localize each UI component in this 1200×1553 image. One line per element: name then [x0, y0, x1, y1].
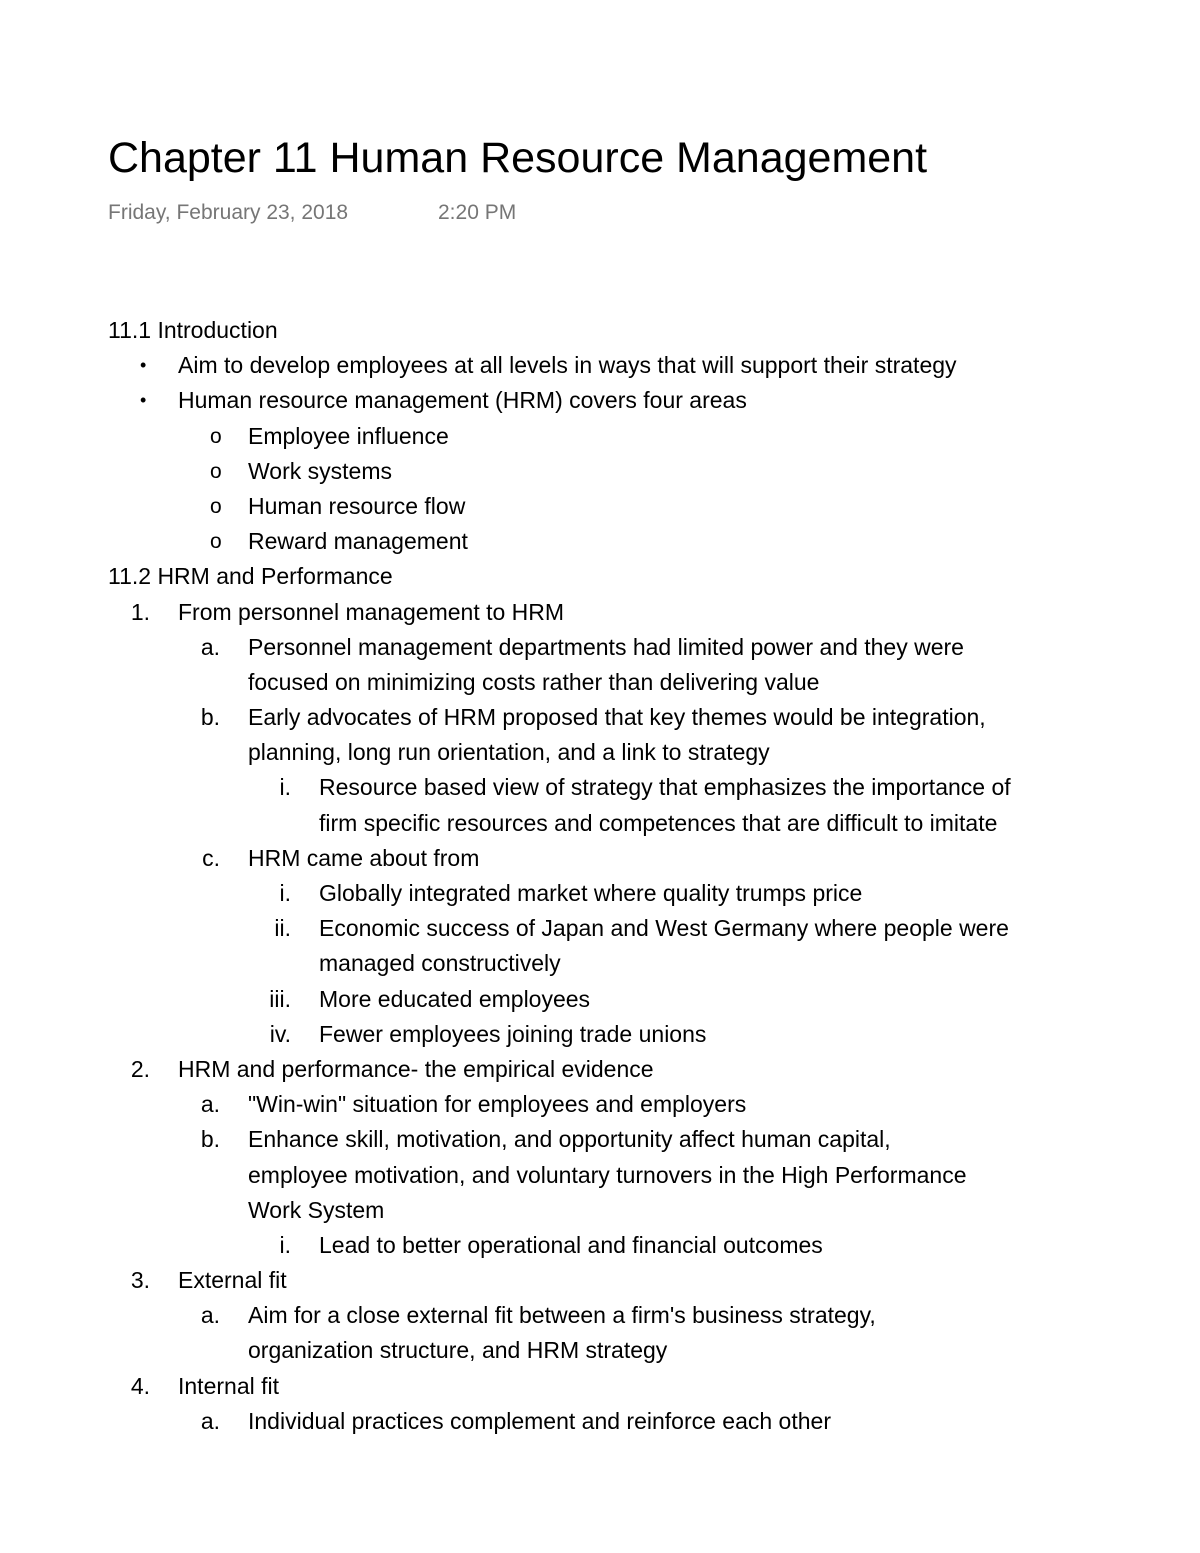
list-item-text: employee motivation, and voluntary turnovers in the High Performance — [248, 1161, 967, 1188]
list-item — [0, 419, 1200, 454]
list-item-text: Human resource management (HRM) covers four areas — [178, 387, 747, 414]
list-item-text: organization structure, and HRM strategy — [248, 1337, 668, 1364]
list-item — [0, 1369, 1200, 1404]
list-item — [0, 595, 1200, 630]
list-item-text: Fewer employees joining trade unions — [319, 1020, 707, 1047]
list-item-text: Reward management — [248, 528, 468, 555]
list-item-text: Early advocates of HRM proposed that key themes would be integration, — [248, 704, 986, 731]
list-item — [0, 1404, 1200, 1439]
list-item-text: Internal fit — [178, 1372, 279, 1399]
section-heading-text: 11.1 Introduction — [108, 317, 278, 343]
list-item — [0, 454, 1200, 489]
list-marker: 2. — [130, 1055, 150, 1082]
list-item — [0, 1122, 1200, 1157]
list-item-text: Employee influence — [248, 422, 449, 449]
list-item-text: From personnel management to HRM — [178, 598, 565, 625]
note-body — [0, 313, 1200, 1439]
list-item — [0, 806, 1200, 841]
list-marker: ii. — [274, 915, 291, 942]
list-item — [0, 876, 1200, 911]
list-marker: a. — [200, 1407, 220, 1434]
list-item — [0, 770, 1200, 805]
list-item-text: managed constructively — [319, 950, 561, 977]
list-marker: b. — [200, 1126, 220, 1153]
list-item — [0, 1263, 1200, 1298]
bullet-icon: • — [140, 390, 147, 411]
bullet-icon: o — [210, 424, 222, 448]
section-heading — [0, 313, 1200, 348]
bullet-icon: o — [210, 459, 222, 483]
list-item-text: Personnel management departments had limited power and they were — [248, 633, 964, 660]
list-item — [0, 946, 1200, 981]
list-item — [0, 1193, 1200, 1228]
list-item-text: Human resource flow — [248, 492, 466, 519]
bullet-icon: o — [210, 494, 222, 518]
list-item — [0, 665, 1200, 700]
list-item-text: "Win-win" situation for employees and employers — [248, 1091, 747, 1118]
list-marker: iii. — [269, 985, 291, 1012]
list-item-text: Enhance skill, motivation, and opportunity affect human capital, — [248, 1126, 891, 1153]
note-time: 2:20 PM — [438, 201, 517, 224]
note-timestamp — [108, 198, 517, 228]
list-item-text: Aim for a close external fit between a firm's business strategy, — [248, 1302, 876, 1329]
list-item-text: Resource based view of strategy that emphasizes the importance of — [319, 774, 1011, 801]
list-item — [0, 348, 1200, 383]
list-item-text: firm specific resources and competences that are difficult to imitate — [319, 809, 998, 836]
list-item — [0, 383, 1200, 418]
list-item-text: Aim to develop employees at all levels in ways that will support their strategy — [178, 352, 957, 379]
section-heading — [0, 559, 1200, 594]
list-marker: a. — [200, 633, 220, 660]
list-item-text: HRM and performance- the empirical evidence — [178, 1055, 654, 1082]
list-item-text: focused on minimizing costs rather than delivering value — [248, 668, 820, 695]
list-marker: a. — [200, 1302, 220, 1329]
section-heading-text: 11.2 HRM and Performance — [108, 563, 393, 590]
page-title: Chapter 11 Human Resource Management — [108, 134, 928, 182]
list-item — [0, 1158, 1200, 1193]
list-item-text: Individual practices complement and reinforce each other — [248, 1407, 831, 1434]
list-item — [0, 841, 1200, 876]
list-item-text: planning, long run orientation, and a link to strategy — [248, 739, 770, 766]
list-marker: i. — [279, 880, 291, 906]
list-item — [0, 1017, 1200, 1052]
note-date: Friday, February 23, 2018 — [108, 201, 349, 224]
list-marker: i. — [279, 1231, 291, 1258]
list-item — [0, 1052, 1200, 1087]
list-item — [0, 489, 1200, 524]
list-marker: 4. — [130, 1372, 150, 1399]
list-item-text: Work System — [248, 1196, 385, 1223]
list-item-text: More educated employees — [319, 985, 591, 1012]
list-marker: 3. — [130, 1267, 150, 1294]
list-item-text: Economic success of Japan and West Germany where people were — [319, 915, 1009, 942]
list-marker: b. — [200, 704, 220, 731]
list-item — [0, 630, 1200, 665]
list-marker: i. — [279, 774, 291, 801]
list-item — [0, 1298, 1200, 1333]
list-item-text: HRM came about from — [248, 844, 480, 871]
list-item — [0, 700, 1200, 735]
list-item — [0, 911, 1200, 946]
list-item — [0, 524, 1200, 559]
list-item — [0, 1228, 1200, 1263]
list-marker: c. — [202, 844, 220, 871]
list-item-text: Globally integrated market where quality trumps price — [319, 880, 863, 906]
list-marker: iv. — [269, 1020, 291, 1047]
list-item — [0, 735, 1200, 770]
list-marker: a. — [200, 1091, 220, 1118]
list-item — [0, 1333, 1200, 1368]
bullet-icon: o — [210, 530, 222, 554]
bullet-icon: • — [140, 355, 147, 376]
list-item-text: Lead to better operational and financial outcomes — [319, 1231, 823, 1258]
list-marker: 1. — [130, 598, 150, 625]
list-item — [0, 982, 1200, 1017]
list-item — [0, 1087, 1200, 1122]
list-item-text: External fit — [178, 1267, 287, 1294]
list-item-text: Work systems — [248, 457, 392, 484]
